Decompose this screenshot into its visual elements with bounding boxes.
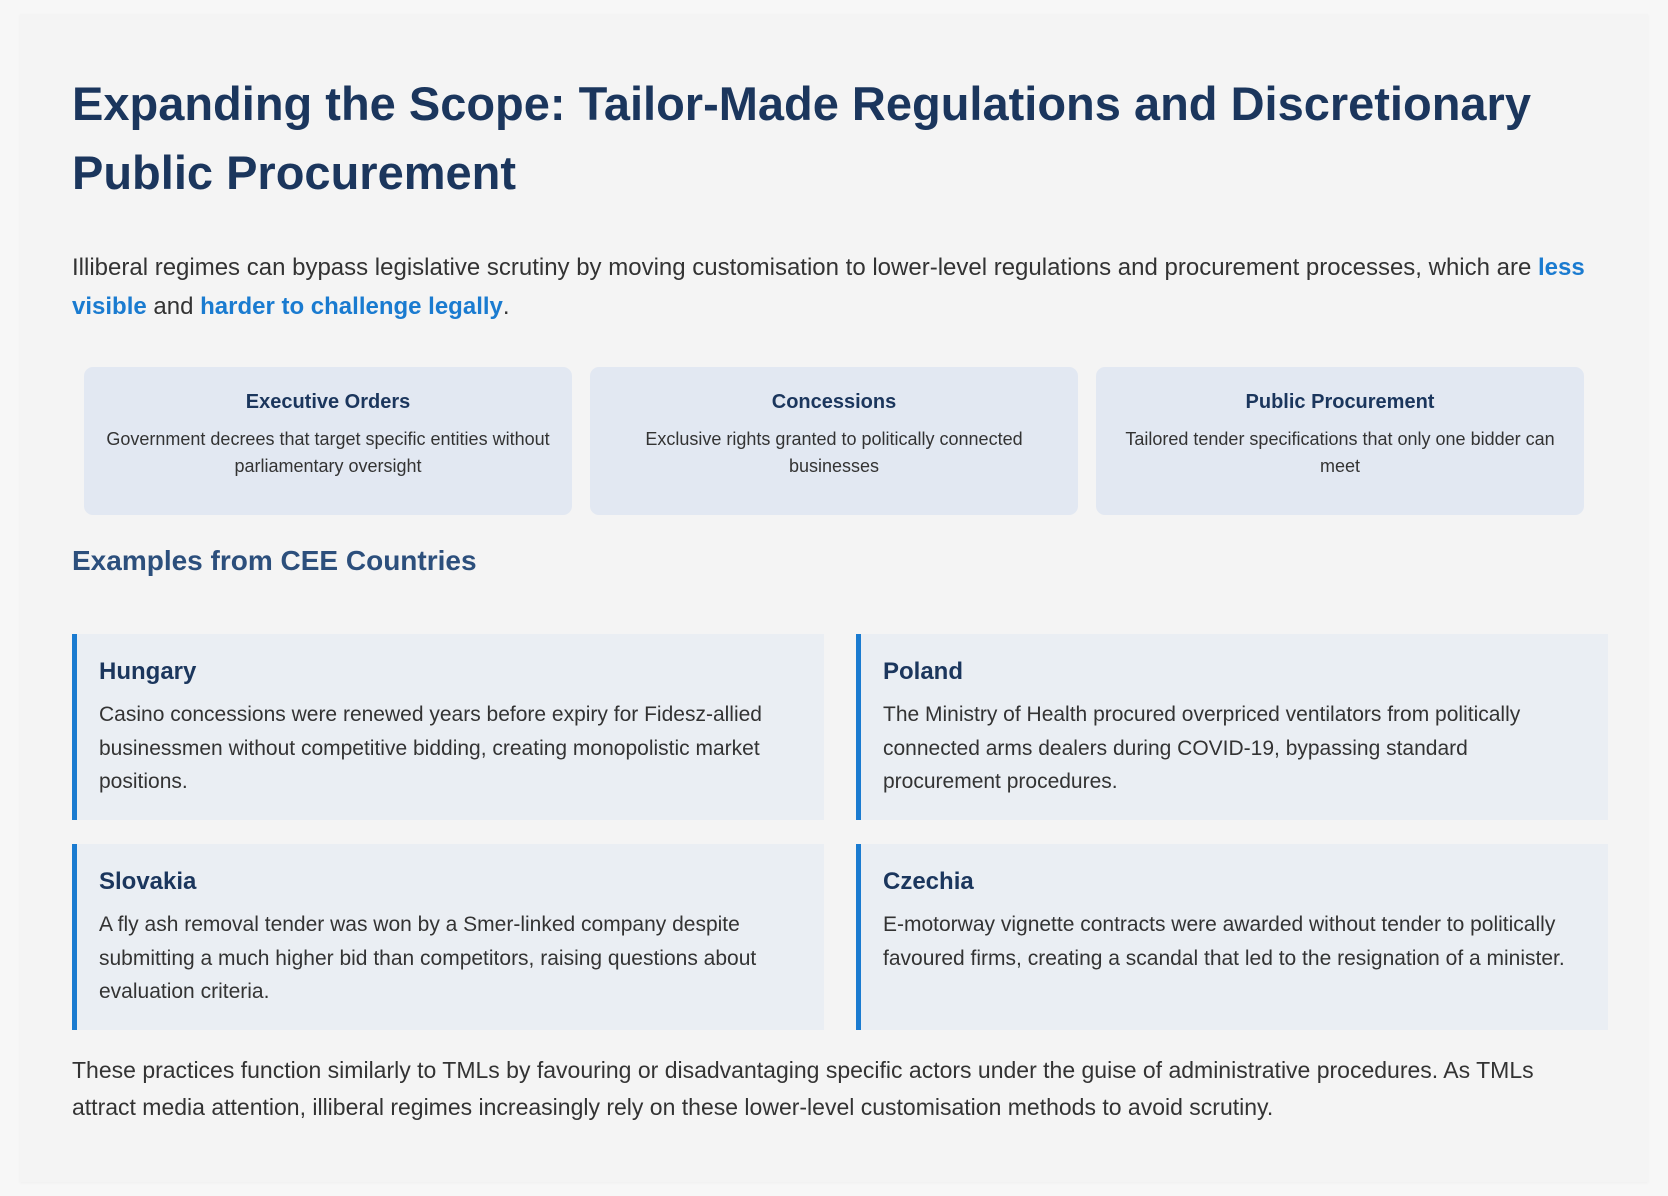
method-title: Executive Orders <box>245 390 411 413</box>
page-title: Expanding the Scope: Tailor-Made Regulations and Discretionary Public Procurement <box>72 77 1531 199</box>
intro-text-middle: and <box>146 293 201 321</box>
examples-heading: Examples from CEE Countries <box>72 544 477 576</box>
method-title: Public Procurement <box>1245 390 1435 413</box>
highlight-harder-to-challenge: harder to challenge legally <box>200 293 503 321</box>
example-country: Hungary <box>99 657 197 685</box>
examples-grid <box>72 634 1596 1030</box>
example-description: A fly ash removal tender was won by a Smer-linked company despite submitting a much higher bid than competitors, raising questions about evaluation criteria. <box>99 912 757 1004</box>
method-card-executive-orders <box>84 367 572 515</box>
method-card-public-procurement <box>1096 367 1584 515</box>
method-description: Government decrees that target specific entities without parliamentary oversight <box>106 428 550 476</box>
intro-paragraph <box>72 249 1596 327</box>
method-card-concessions <box>590 367 1078 515</box>
methods-row <box>72 367 1596 515</box>
intro-text-before: Illiberal regimes can bypass legislative scrutiny by moving customisation to lower-level regulations and procurement processes, which are <box>72 254 1539 282</box>
example-description: Casino concessions were renewed years before expiry for Fidesz-allied businessmen without competitive bidding, creating monopolistic market positions. <box>99 702 762 794</box>
example-country: Czechia <box>883 867 974 895</box>
example-country: Poland <box>883 657 964 685</box>
document-page <box>20 14 1648 1182</box>
example-card-czechia <box>856 844 1608 1030</box>
method-title: Concessions <box>771 390 897 413</box>
method-description: Tailored tender specifications that only one bidder can meet <box>1125 428 1555 476</box>
example-description: E-motorway vignette contracts were awarded without tender to politically favoured firms, creating a scandal that led to the resignation of a minister. <box>883 912 1565 970</box>
example-country: Slovakia <box>99 867 197 895</box>
intro-text-after: . <box>502 293 510 321</box>
highlight-less-visible: less visible <box>72 254 1585 321</box>
example-card-poland <box>856 634 1608 820</box>
example-description: The Ministry of Health procured overpriced ventilators from politically connected arms dealers during COVID-19, bypassing standard procurement procedures. <box>883 702 1521 794</box>
example-card-hungary <box>72 634 824 820</box>
method-description: Exclusive rights granted to politically connected businesses <box>645 428 1023 476</box>
conclusion-paragraph: These practices function similarly to TMLs by favouring or disadvantaging specific actors under the guise of administrative procedures. As TMLs attract media attention, illiberal regimes increasingly rely on these lower-level customisation methods to avoid scrutiny. <box>72 1056 1534 1120</box>
example-card-slovakia <box>72 844 824 1030</box>
